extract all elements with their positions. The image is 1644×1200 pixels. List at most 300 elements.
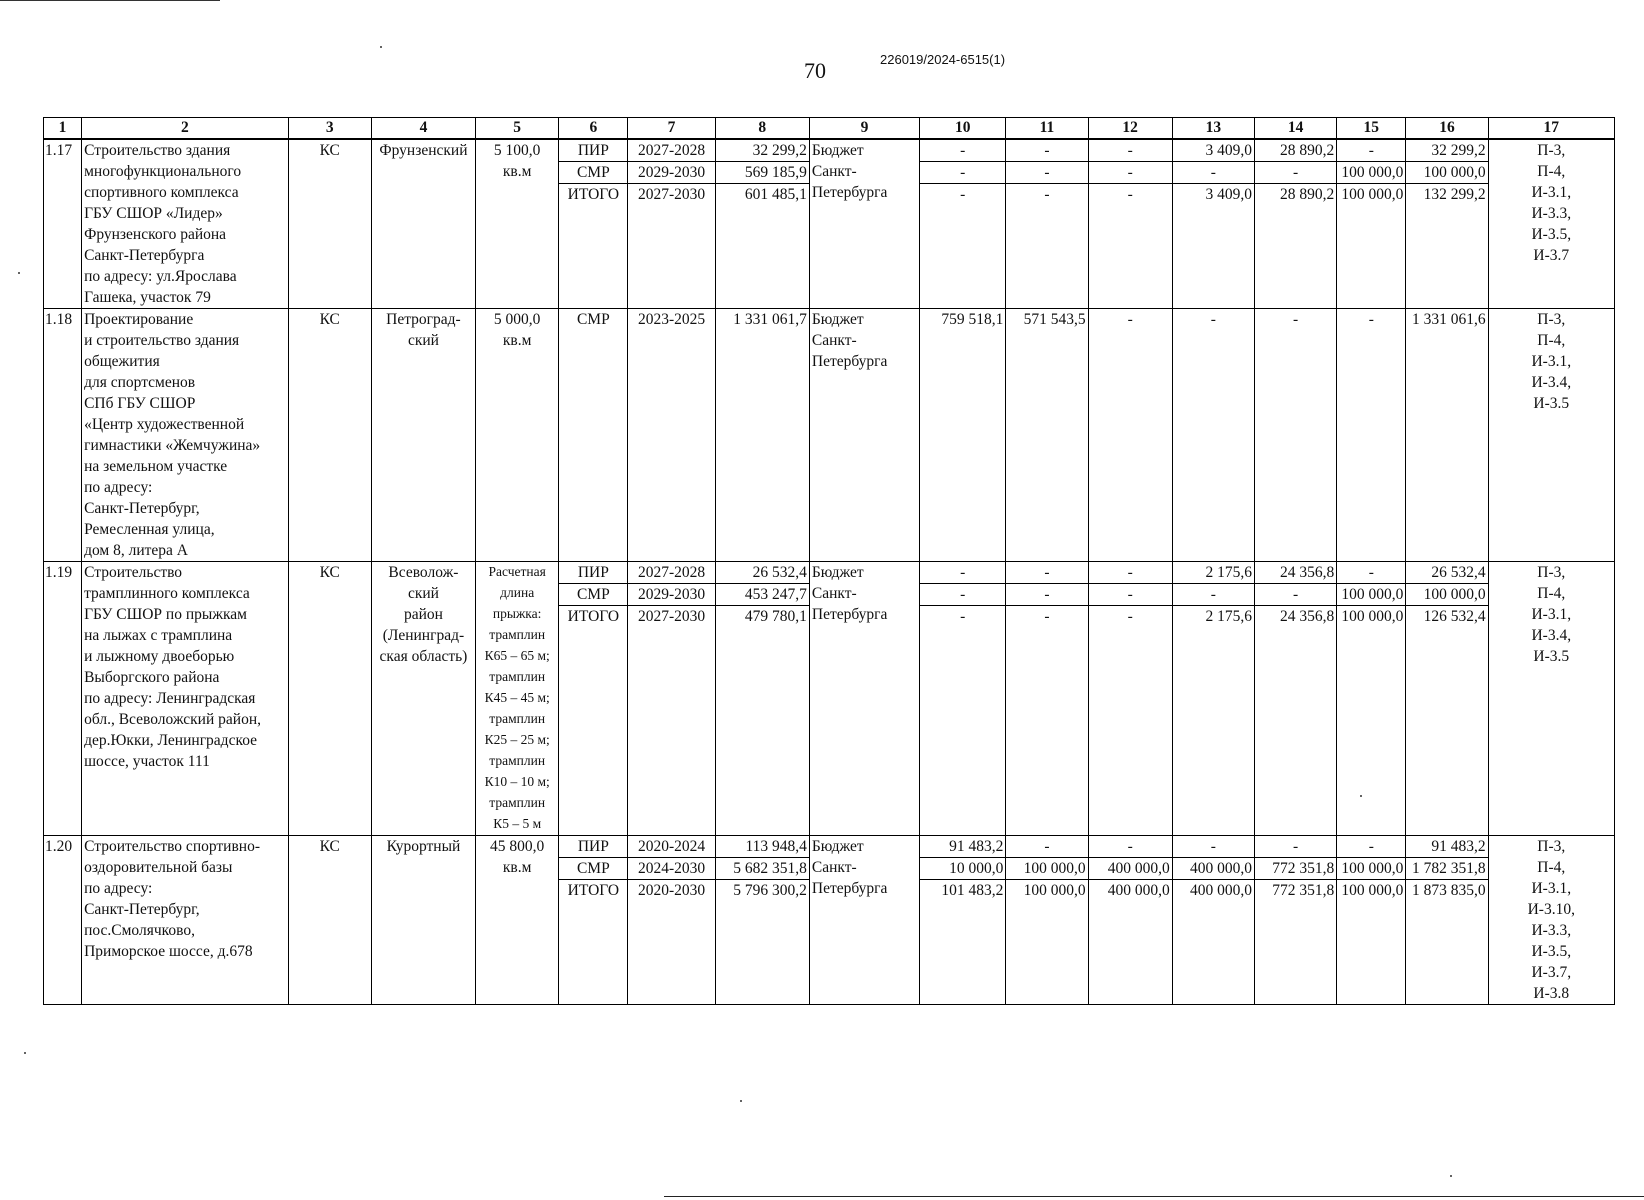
stage-value: СМР xyxy=(576,311,610,328)
indicators-line: И-3.5, xyxy=(1531,226,1572,243)
funding-source xyxy=(809,309,919,562)
period-value: 2023-2025 xyxy=(637,311,706,328)
year-amount-value: 91 483,2 xyxy=(920,836,1005,858)
district xyxy=(371,309,475,562)
year-amount xyxy=(1088,562,1172,836)
total-cost-value: 113 948,4 xyxy=(716,836,809,858)
object-name-line: Санкт-Петербург, xyxy=(84,901,200,918)
year-amount-value: - xyxy=(1089,562,1172,584)
table-row xyxy=(44,562,1615,836)
stage xyxy=(559,562,628,836)
funding-source-line: Санкт- xyxy=(811,585,857,602)
table-row xyxy=(44,309,1615,562)
total-cost-value: 479 780,1 xyxy=(744,608,807,625)
year-amount xyxy=(1088,836,1172,1005)
object-name-line: Приморское шоссе, д.678 xyxy=(84,943,253,960)
year-amount-value: 24 356,8 xyxy=(1279,608,1335,625)
header-cell: 13 xyxy=(1172,118,1254,140)
year-amount xyxy=(1254,836,1336,1005)
year-amount xyxy=(1006,836,1088,1005)
total-cost-value: 32 299,2 xyxy=(716,140,809,162)
total-cost-value: 453 247,7 xyxy=(716,584,809,606)
year-amount-value: - xyxy=(920,140,1005,162)
year-amount-value: - xyxy=(960,608,966,625)
object-name-line: гимнастики «Жемчужина» xyxy=(84,437,261,454)
capacity xyxy=(476,139,559,309)
scan-speck xyxy=(380,46,382,48)
header-cell: 6 xyxy=(559,118,628,140)
year-amount-value: 100 000,0 xyxy=(1023,882,1086,899)
year-amount-value: - xyxy=(1006,562,1087,584)
year-amount xyxy=(920,562,1006,836)
object-type: КС xyxy=(288,836,371,1005)
capacity-line: К25 – 25 м; xyxy=(484,732,550,747)
indicators-line: И-3.1, xyxy=(1531,880,1572,897)
capacity xyxy=(476,836,559,1005)
year-amount-value: - xyxy=(960,186,966,203)
indicators-line: П-3, xyxy=(1537,311,1566,328)
row-number: 1.20 xyxy=(44,836,82,1005)
year-amount xyxy=(920,139,1006,309)
year-amount-value: 3 409,0 xyxy=(1173,140,1254,162)
year-amount-value: - xyxy=(920,562,1005,584)
scan-speck xyxy=(18,272,20,274)
header-cell: 14 xyxy=(1254,118,1336,140)
object-name-line: «Центр художественной xyxy=(84,416,245,433)
object-name xyxy=(82,836,289,1005)
object-name-line: шоссе, участок 111 xyxy=(84,753,210,770)
stage-value: ПИР xyxy=(559,836,627,858)
header-cell: 2 xyxy=(82,118,289,140)
year-amount-value: 400 000,0 xyxy=(1173,858,1254,880)
header-cell: 16 xyxy=(1406,118,1488,140)
header-cell: 3 xyxy=(288,118,371,140)
year-amount-value: - xyxy=(1368,311,1374,328)
total-cost-value: 5 682 351,8 xyxy=(716,858,809,880)
year-amount xyxy=(1088,139,1172,309)
year-amount-value: 2 175,6 xyxy=(1173,562,1254,584)
year-amount xyxy=(1172,836,1254,1005)
object-name-line: Гашека, участок 79 xyxy=(84,289,211,306)
indicators-line: П-3, xyxy=(1537,564,1566,581)
period-value: 2029-2030 xyxy=(628,162,714,184)
object-name-line: для спортсменов xyxy=(84,374,196,391)
district-line: Фрунзенский xyxy=(379,142,468,159)
stage-value: СМР xyxy=(559,858,627,880)
year-amount-value: - xyxy=(1044,608,1050,625)
capacity-line: К5 – 5 м xyxy=(493,816,542,831)
object-name-line: обл., Всеволожский район, xyxy=(84,711,261,728)
total-cost xyxy=(715,836,809,1005)
capacity-line: трамплин xyxy=(489,627,546,642)
year-amount-value: - xyxy=(1293,311,1299,328)
object-type: КС xyxy=(288,309,371,562)
indicators-line: И-3.10, xyxy=(1527,901,1575,918)
funding-source-line: Санкт- xyxy=(811,859,857,876)
header-cell: 1 xyxy=(44,118,82,140)
indicators xyxy=(1488,836,1614,1005)
district xyxy=(371,139,475,309)
capacity-line: трамплин xyxy=(489,753,546,768)
capacity-line: кв.м xyxy=(502,332,532,349)
object-name-line: по адресу: ул.Ярослава xyxy=(84,268,237,285)
capacity-line: кв.м xyxy=(502,859,532,876)
indicators-line: И-3.1, xyxy=(1531,353,1572,370)
object-name-line: и лыжному двоеборью xyxy=(84,648,235,665)
period-value: 2020-2030 xyxy=(637,882,706,899)
scan-speck xyxy=(1450,1175,1452,1177)
period-total xyxy=(1406,562,1488,836)
year-amount-value: 100 000,0 xyxy=(1337,162,1405,184)
funding-source-line: Петербурга xyxy=(811,184,888,201)
year-amount-value: - xyxy=(920,584,1005,606)
period-total-value: 32 299,2 xyxy=(1406,140,1487,162)
capacity xyxy=(476,309,559,562)
indicators-line: И-3.4, xyxy=(1531,374,1572,391)
year-amount-value: - xyxy=(1337,836,1405,858)
year-amount xyxy=(1337,139,1406,309)
indicators-line: П-4, xyxy=(1537,859,1566,876)
total-cost xyxy=(715,562,809,836)
year-amount xyxy=(1172,309,1254,562)
total-cost-value: 601 485,1 xyxy=(744,186,807,203)
year-amount xyxy=(920,309,1006,562)
object-name-line: трамплинного комплекса xyxy=(84,585,250,602)
year-amount-value: 100 000,0 xyxy=(1337,584,1405,606)
object-name-line: Строительство спортивно- xyxy=(84,838,260,855)
period-total xyxy=(1406,139,1488,309)
year-amount-value: 759 518,1 xyxy=(941,311,1004,328)
period-total-value: 91 483,2 xyxy=(1406,836,1487,858)
capacity-line: кв.м xyxy=(502,163,532,180)
object-name-line: многофункционального xyxy=(84,163,242,180)
funding-source-line: Санкт- xyxy=(811,332,857,349)
indicators-line: И-3.7 xyxy=(1533,247,1570,264)
investment-table xyxy=(43,117,1615,1005)
object-type: КС xyxy=(288,139,371,309)
period xyxy=(628,562,715,836)
district-line: Курортный xyxy=(386,838,461,855)
year-amount-value: - xyxy=(1089,140,1172,162)
year-amount-value: - xyxy=(1255,162,1336,184)
capacity-line: Расчетная xyxy=(488,564,546,579)
row-number: 1.18 xyxy=(44,309,82,562)
year-amount-value: - xyxy=(1006,584,1087,606)
object-name-line: Санкт-Петербург, xyxy=(84,500,200,517)
total-cost-value: 569 185,9 xyxy=(716,162,809,184)
total-cost-value: 5 796 300,2 xyxy=(733,882,807,899)
capacity-line: К10 – 10 м; xyxy=(484,774,550,789)
indicators xyxy=(1488,139,1614,309)
indicators-line: И-3.4, xyxy=(1531,627,1572,644)
row-number: 1.19 xyxy=(44,562,82,836)
header-cell: 4 xyxy=(371,118,475,140)
object-name-line: и строительство здания xyxy=(84,332,240,349)
year-amount-value: 100 000,0 xyxy=(1341,882,1404,899)
period xyxy=(628,309,715,562)
object-name-line: Строительство xyxy=(84,564,183,581)
stage xyxy=(559,309,628,562)
capacity-line: К45 – 45 м; xyxy=(484,690,550,705)
capacity-line: К65 – 65 м; xyxy=(484,648,550,663)
indicators-line: П-4, xyxy=(1537,163,1566,180)
stage-value: СМР xyxy=(559,162,627,184)
year-amount-value: - xyxy=(1044,186,1050,203)
funding-source-line: Петербурга xyxy=(811,880,888,897)
year-amount-value: 101 483,2 xyxy=(941,882,1004,899)
district-line: район xyxy=(403,606,443,623)
object-name-line: по адресу: xyxy=(84,479,153,496)
object-name-line: по адресу: Ленинградская xyxy=(84,690,256,707)
year-amount-value: - xyxy=(1089,584,1172,606)
district-line: ский xyxy=(407,332,439,349)
document-id: 226019/2024-6515(1) xyxy=(880,52,1006,67)
funding-source-line: Бюджет xyxy=(811,142,864,159)
capacity-line: трамплин xyxy=(489,669,546,684)
period-total xyxy=(1406,309,1488,562)
capacity xyxy=(476,562,559,836)
period xyxy=(628,836,715,1005)
table-row xyxy=(44,836,1615,1005)
funding-source xyxy=(809,562,919,836)
indicators-line: И-3.5 xyxy=(1533,395,1570,412)
indicators-line: И-3.7, xyxy=(1531,964,1572,981)
indicators-line: И-3.1, xyxy=(1531,606,1572,623)
period-value: 2027-2028 xyxy=(628,140,714,162)
object-name-line: ГБУ СШОР «Лидер» xyxy=(84,205,223,222)
year-amount-value: - xyxy=(1210,311,1216,328)
year-amount xyxy=(1254,562,1336,836)
year-amount xyxy=(1254,139,1336,309)
object-name-line: дом 8, литера А xyxy=(84,542,188,559)
header-cell: 8 xyxy=(715,118,809,140)
object-name-line: дер.Юкки, Ленинградское xyxy=(84,732,258,749)
object-name xyxy=(82,562,289,836)
district-line: ская область) xyxy=(379,648,468,665)
indicators-line: И-3.5 xyxy=(1533,648,1570,665)
period-total xyxy=(1406,836,1488,1005)
stage-value: ПИР xyxy=(559,562,627,584)
year-amount-value: 28 890,2 xyxy=(1255,140,1336,162)
object-name-line: оздоровительной базы xyxy=(84,859,233,876)
year-amount-value: 100 000,0 xyxy=(1337,858,1405,880)
object-name-line: на лыжах с трамплина xyxy=(84,627,233,644)
district-line: Петроград- xyxy=(386,311,461,328)
period-total-value: 1 782 351,8 xyxy=(1406,858,1487,880)
capacity-line: 5 000,0 xyxy=(493,311,541,328)
object-name-line: общежития xyxy=(84,353,160,370)
stage-value: ИТОГО xyxy=(567,186,620,203)
period-value: 2027-2030 xyxy=(637,186,706,203)
district xyxy=(371,836,475,1005)
header-cell: 5 xyxy=(476,118,559,140)
funding-source-line: Бюджет xyxy=(811,838,864,855)
funding-source xyxy=(809,836,919,1005)
indicators xyxy=(1488,309,1614,562)
year-amount-value: 100 000,0 xyxy=(1341,186,1404,203)
year-amount-value: - xyxy=(1173,584,1254,606)
year-amount-value: 10 000,0 xyxy=(920,858,1005,880)
year-amount-value: - xyxy=(1127,311,1133,328)
funding-source-line: Бюджет xyxy=(811,564,864,581)
stage xyxy=(559,139,628,309)
indicators-line: И-3.3, xyxy=(1531,922,1572,939)
object-name-line: на земельном участке xyxy=(84,458,228,475)
year-amount-value: - xyxy=(1337,562,1405,584)
object-type: КС xyxy=(288,562,371,836)
object-name-line: Ремесленная улица, xyxy=(84,521,215,538)
year-amount-value: 571 543,5 xyxy=(1023,311,1086,328)
header-cell: 7 xyxy=(628,118,715,140)
period-value: 2027-2030 xyxy=(637,608,706,625)
indicators xyxy=(1488,562,1614,836)
year-amount-value: 100 000,0 xyxy=(1341,608,1404,625)
year-amount-value: - xyxy=(1127,608,1133,625)
year-amount-value: 28 890,2 xyxy=(1279,186,1335,203)
row-number: 1.17 xyxy=(44,139,82,309)
scan-speck xyxy=(740,1100,742,1102)
district-line: (Ленинград- xyxy=(382,627,465,644)
indicators-line: И-3.1, xyxy=(1531,184,1572,201)
object-name-line: по адресу: xyxy=(84,880,153,897)
funding-source-line: Санкт- xyxy=(811,163,857,180)
year-amount-value: 400 000,0 xyxy=(1189,882,1252,899)
period-total-value: 126 532,4 xyxy=(1423,608,1486,625)
period-total-value: 1 331 061,6 xyxy=(1411,311,1486,328)
year-amount xyxy=(1337,836,1406,1005)
year-amount-value: - xyxy=(1006,140,1087,162)
year-amount xyxy=(920,836,1006,1005)
table-header-row xyxy=(44,118,1615,140)
year-amount xyxy=(1172,139,1254,309)
total-cost-value: 26 532,4 xyxy=(716,562,809,584)
period-total-value: 132 299,2 xyxy=(1423,186,1486,203)
table-row xyxy=(44,139,1615,309)
indicators-line: П-3, xyxy=(1537,838,1566,855)
stage-value: СМР xyxy=(559,584,627,606)
year-amount-value: - xyxy=(1255,584,1336,606)
year-amount xyxy=(1006,309,1088,562)
object-name xyxy=(82,309,289,562)
year-amount-value: - xyxy=(1173,836,1254,858)
period-total-value: 1 873 835,0 xyxy=(1411,882,1486,899)
total-cost xyxy=(715,139,809,309)
period-total-value: 26 532,4 xyxy=(1406,562,1487,584)
period-value: 2024-2030 xyxy=(628,858,714,880)
scan-speck xyxy=(24,1052,26,1054)
object-name-line: ГБУ СШОР по прыжкам xyxy=(84,606,247,623)
object-name-line: спортивного комплекса xyxy=(84,184,239,201)
indicators-line: И-3.5, xyxy=(1531,943,1572,960)
funding-source-line: Бюджет xyxy=(811,311,864,328)
period-value: 2027-2028 xyxy=(628,562,714,584)
stage xyxy=(559,836,628,1005)
stage-value: ПИР xyxy=(559,140,627,162)
stage-value: ИТОГО xyxy=(567,882,620,899)
year-amount-value: 2 175,6 xyxy=(1205,608,1252,625)
header-cell: 15 xyxy=(1337,118,1406,140)
year-amount xyxy=(1254,309,1336,562)
scan-edge-line xyxy=(0,0,220,1)
header-cell: 10 xyxy=(920,118,1006,140)
object-name-line: Выборгского района xyxy=(84,669,220,686)
year-amount-value: - xyxy=(1255,836,1336,858)
capacity-line: 45 800,0 xyxy=(490,838,545,855)
capacity-line: трамплин xyxy=(489,711,546,726)
scan-edge-line xyxy=(664,1196,1644,1197)
funding-source-line: Петербурга xyxy=(811,353,888,370)
object-name-line: пос.Смолячково, xyxy=(84,922,195,939)
indicators-line: П-4, xyxy=(1537,585,1566,602)
district-line: Всеволож- xyxy=(388,564,459,581)
year-amount-value: 3 409,0 xyxy=(1205,186,1252,203)
header-cell: 9 xyxy=(809,118,919,140)
year-amount-value: 400 000,0 xyxy=(1089,858,1172,880)
year-amount xyxy=(1337,562,1406,836)
object-name xyxy=(82,139,289,309)
indicators-line: П-4, xyxy=(1537,332,1566,349)
year-amount xyxy=(1006,562,1088,836)
object-name-line: Санкт-Петербурга xyxy=(84,247,205,264)
capacity-line: прыжка: xyxy=(492,606,542,621)
year-amount-value: - xyxy=(1089,162,1172,184)
year-amount-value: 100 000,0 xyxy=(1006,858,1087,880)
period-total-value: 100 000,0 xyxy=(1406,162,1487,184)
year-amount-value: - xyxy=(1006,162,1087,184)
object-name-line: Проектирование xyxy=(84,311,194,328)
year-amount-value: - xyxy=(1127,186,1133,203)
year-amount-value: 400 000,0 xyxy=(1107,882,1170,899)
period-value: 2020-2024 xyxy=(628,836,714,858)
capacity-line: трамплин xyxy=(489,795,546,810)
year-amount-value: - xyxy=(1337,140,1405,162)
funding-source-line: Петербурга xyxy=(811,606,888,623)
year-amount-value: - xyxy=(1006,836,1087,858)
district-line: ский xyxy=(407,585,439,602)
indicators-line: П-3, xyxy=(1537,142,1566,159)
year-amount-value: - xyxy=(920,162,1005,184)
period-value: 2029-2030 xyxy=(628,584,714,606)
page-number: 70 xyxy=(804,58,826,83)
total-cost xyxy=(715,309,809,562)
header-cell: 12 xyxy=(1088,118,1172,140)
year-amount-value: 772 351,8 xyxy=(1255,858,1336,880)
period xyxy=(628,139,715,309)
district xyxy=(371,562,475,836)
year-amount xyxy=(1172,562,1254,836)
year-amount xyxy=(1006,139,1088,309)
capacity-line: длина xyxy=(500,585,535,600)
year-amount-value: - xyxy=(1173,162,1254,184)
indicators-line: И-3.8 xyxy=(1533,985,1570,1002)
object-name-line: Строительство здания xyxy=(84,142,231,159)
year-amount xyxy=(1337,309,1406,562)
year-amount-value: - xyxy=(1089,836,1172,858)
capacity-line: 5 100,0 xyxy=(493,142,541,159)
stage-value: ИТОГО xyxy=(567,608,620,625)
year-amount xyxy=(1088,309,1172,562)
header-cell: 17 xyxy=(1488,118,1614,140)
indicators-line: И-3.3, xyxy=(1531,205,1572,222)
object-name-line: СПб ГБУ СШОР xyxy=(84,395,196,412)
object-name-line: Фрунзенского района xyxy=(84,226,227,243)
year-amount-value: 772 351,8 xyxy=(1272,882,1335,899)
total-cost-value: 1 331 061,7 xyxy=(733,311,807,328)
period-total-value: 100 000,0 xyxy=(1406,584,1487,606)
year-amount-value: 24 356,8 xyxy=(1255,562,1336,584)
header-cell: 11 xyxy=(1006,118,1088,140)
funding-source xyxy=(809,139,919,309)
